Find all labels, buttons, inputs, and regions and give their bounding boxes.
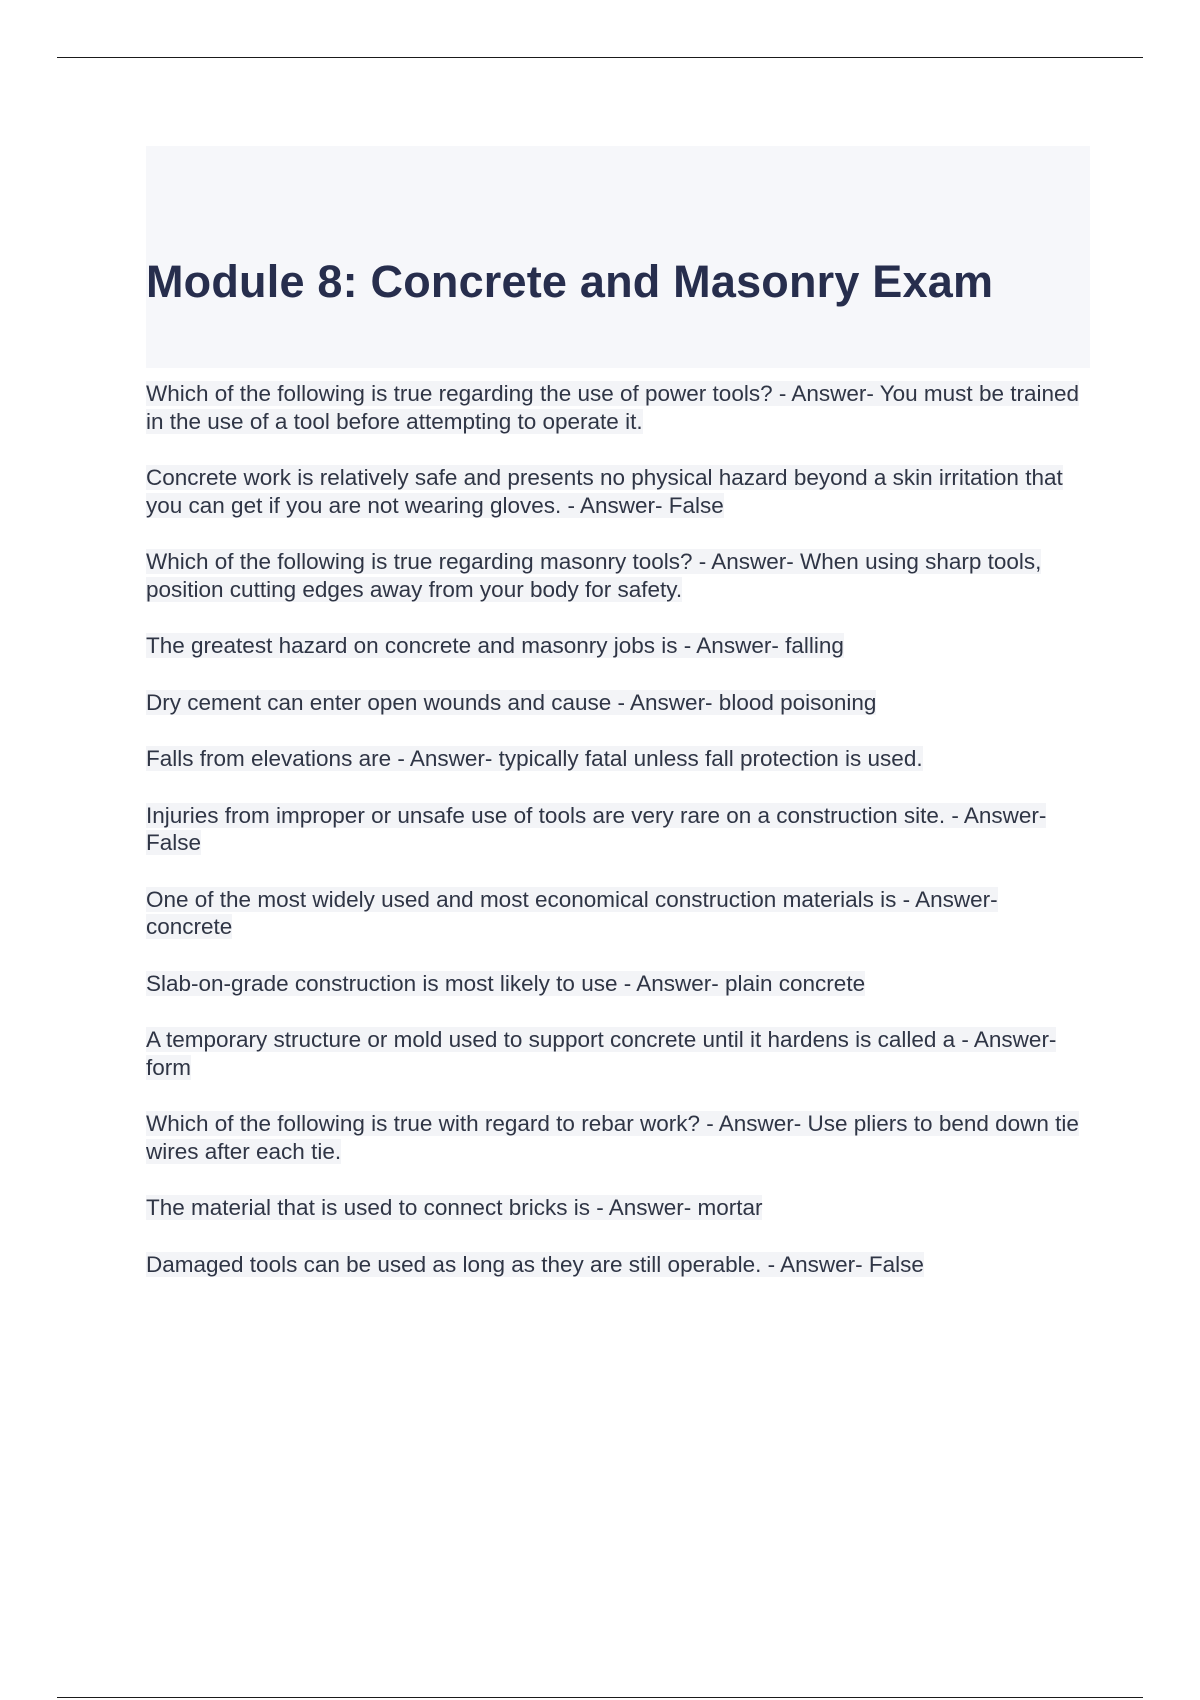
question-answer-list <box>146 380 1090 1278</box>
qa-text: The greatest hazard on concrete and masonry jobs is - Answer- falling <box>146 633 844 658</box>
qa-text: A temporary structure or mold used to support concrete until it hardens is called a - Answer- form <box>146 1027 1057 1080</box>
list-item <box>146 1251 1090 1279</box>
top-rule <box>57 57 1143 58</box>
list-item <box>146 548 1090 603</box>
list-item <box>146 464 1090 519</box>
qa-text: Which of the following is true regarding masonry tools? - Answer- When using sharp tools, position cutting edges away from your body for safety. <box>146 549 1042 602</box>
qa-text: Concrete work is relatively safe and presents no physical hazard beyond a skin irritation that you can get if you are not wearing gloves. - Answer- False <box>146 465 1063 518</box>
qa-text: Injuries from improper or unsafe use of tools are very rare on a construction site. - Answer- False <box>146 802 1047 855</box>
qa-text: The material that is used to connect bricks is - Answer- mortar <box>146 1195 763 1220</box>
list-item <box>146 1026 1090 1081</box>
qa-text: Dry cement can enter open wounds and cause - Answer- blood poisoning <box>146 689 877 715</box>
qa-text: Which of the following is true with regard to rebar work? - Answer- Use pliers to bend down tie wires after each tie. <box>146 1111 1079 1164</box>
list-item <box>146 632 1090 660</box>
qa-text: One of the most widely used and most economical construction materials is - Answer- concrete <box>146 886 998 939</box>
list-item <box>146 745 1090 773</box>
document-body <box>146 146 1090 1307</box>
qa-text: Which of the following is true regarding the use of power tools? - Answer- You must be trained in the use of a tool before attempting to operate it. <box>146 381 1080 434</box>
title-band <box>146 146 1090 368</box>
qa-text: Damaged tools can be used as long as they are still operable. - Answer- False <box>146 1251 924 1277</box>
list-item <box>146 1110 1090 1165</box>
bottom-rule <box>57 1697 1143 1698</box>
list-item <box>146 886 1090 941</box>
list-item <box>146 689 1090 717</box>
list-item <box>146 380 1090 435</box>
list-item <box>146 1194 1090 1222</box>
page-title: Module 8: Concrete and Masonry Exam <box>146 256 994 307</box>
list-item <box>146 970 1090 998</box>
list-item <box>146 802 1090 857</box>
qa-text: Falls from elevations are - Answer- typically fatal unless fall protection is used. <box>146 746 923 771</box>
qa-text: Slab-on-grade construction is most likely to use - Answer- plain concrete <box>146 970 866 996</box>
